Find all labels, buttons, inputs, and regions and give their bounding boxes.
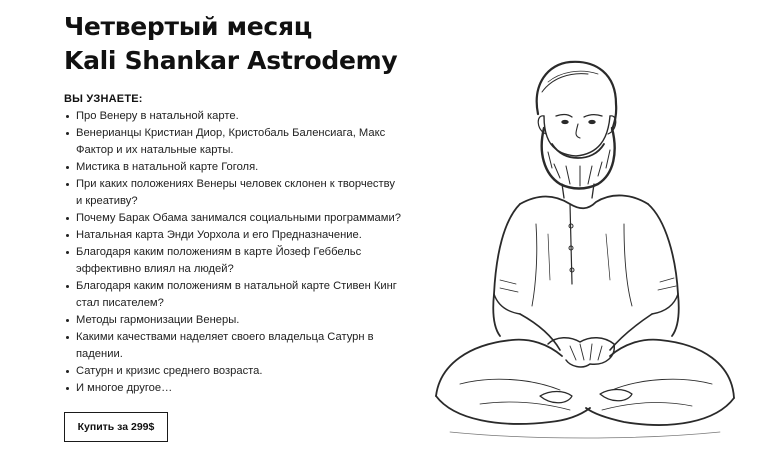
list-item: Благодаря каким положениям в натальной карте Стивен Кинг стал писателем? [64,278,404,312]
list-item: Сатурн и кризис среднего возраста. [64,363,404,380]
list-item: Мистика в натальной карте Гоголя. [64,159,404,176]
list-item: Натальная карта Энди Уорхола и его Предназначение. [64,227,404,244]
teacher-illustration [420,44,750,444]
course-title-line-2: Kali Shankar Astrodemy [64,46,398,75]
list-item: Про Венеру в натальной карте. [64,108,404,125]
list-item: Благодаря каким положениям в карте Йозеф Геббельс эффективно влиял на людей? [64,244,404,278]
sketch-hair [537,62,616,130]
sketch-legs [436,340,562,396]
list-item: Методы гармонизации Венеры. [64,312,404,329]
course-title-line-1: Четвертый месяц [64,12,312,41]
course-title [64,10,397,78]
list-item: При каких положениях Венеры человек склонен к творчеству и креативу? [64,176,404,210]
topics-list [64,108,404,397]
learn-heading: ВЫ УЗНАЕТЕ: [64,93,143,105]
teacher-sketch [420,44,750,444]
list-item: Какими качествами наделяет своего владельца Сатурн в падении. [64,329,404,363]
buy-button[interactable]: Купить за 299$ [64,412,168,442]
list-item: И многое другое… [64,380,404,397]
sketch-shirt [520,195,648,208]
list-item: Почему Барак Обама занимался социальными программами? [64,210,404,227]
list-item: Венерианцы Кристиан Диор, Кристобаль Баленсиага, Макс Фактор и их натальные карты. [64,125,404,159]
